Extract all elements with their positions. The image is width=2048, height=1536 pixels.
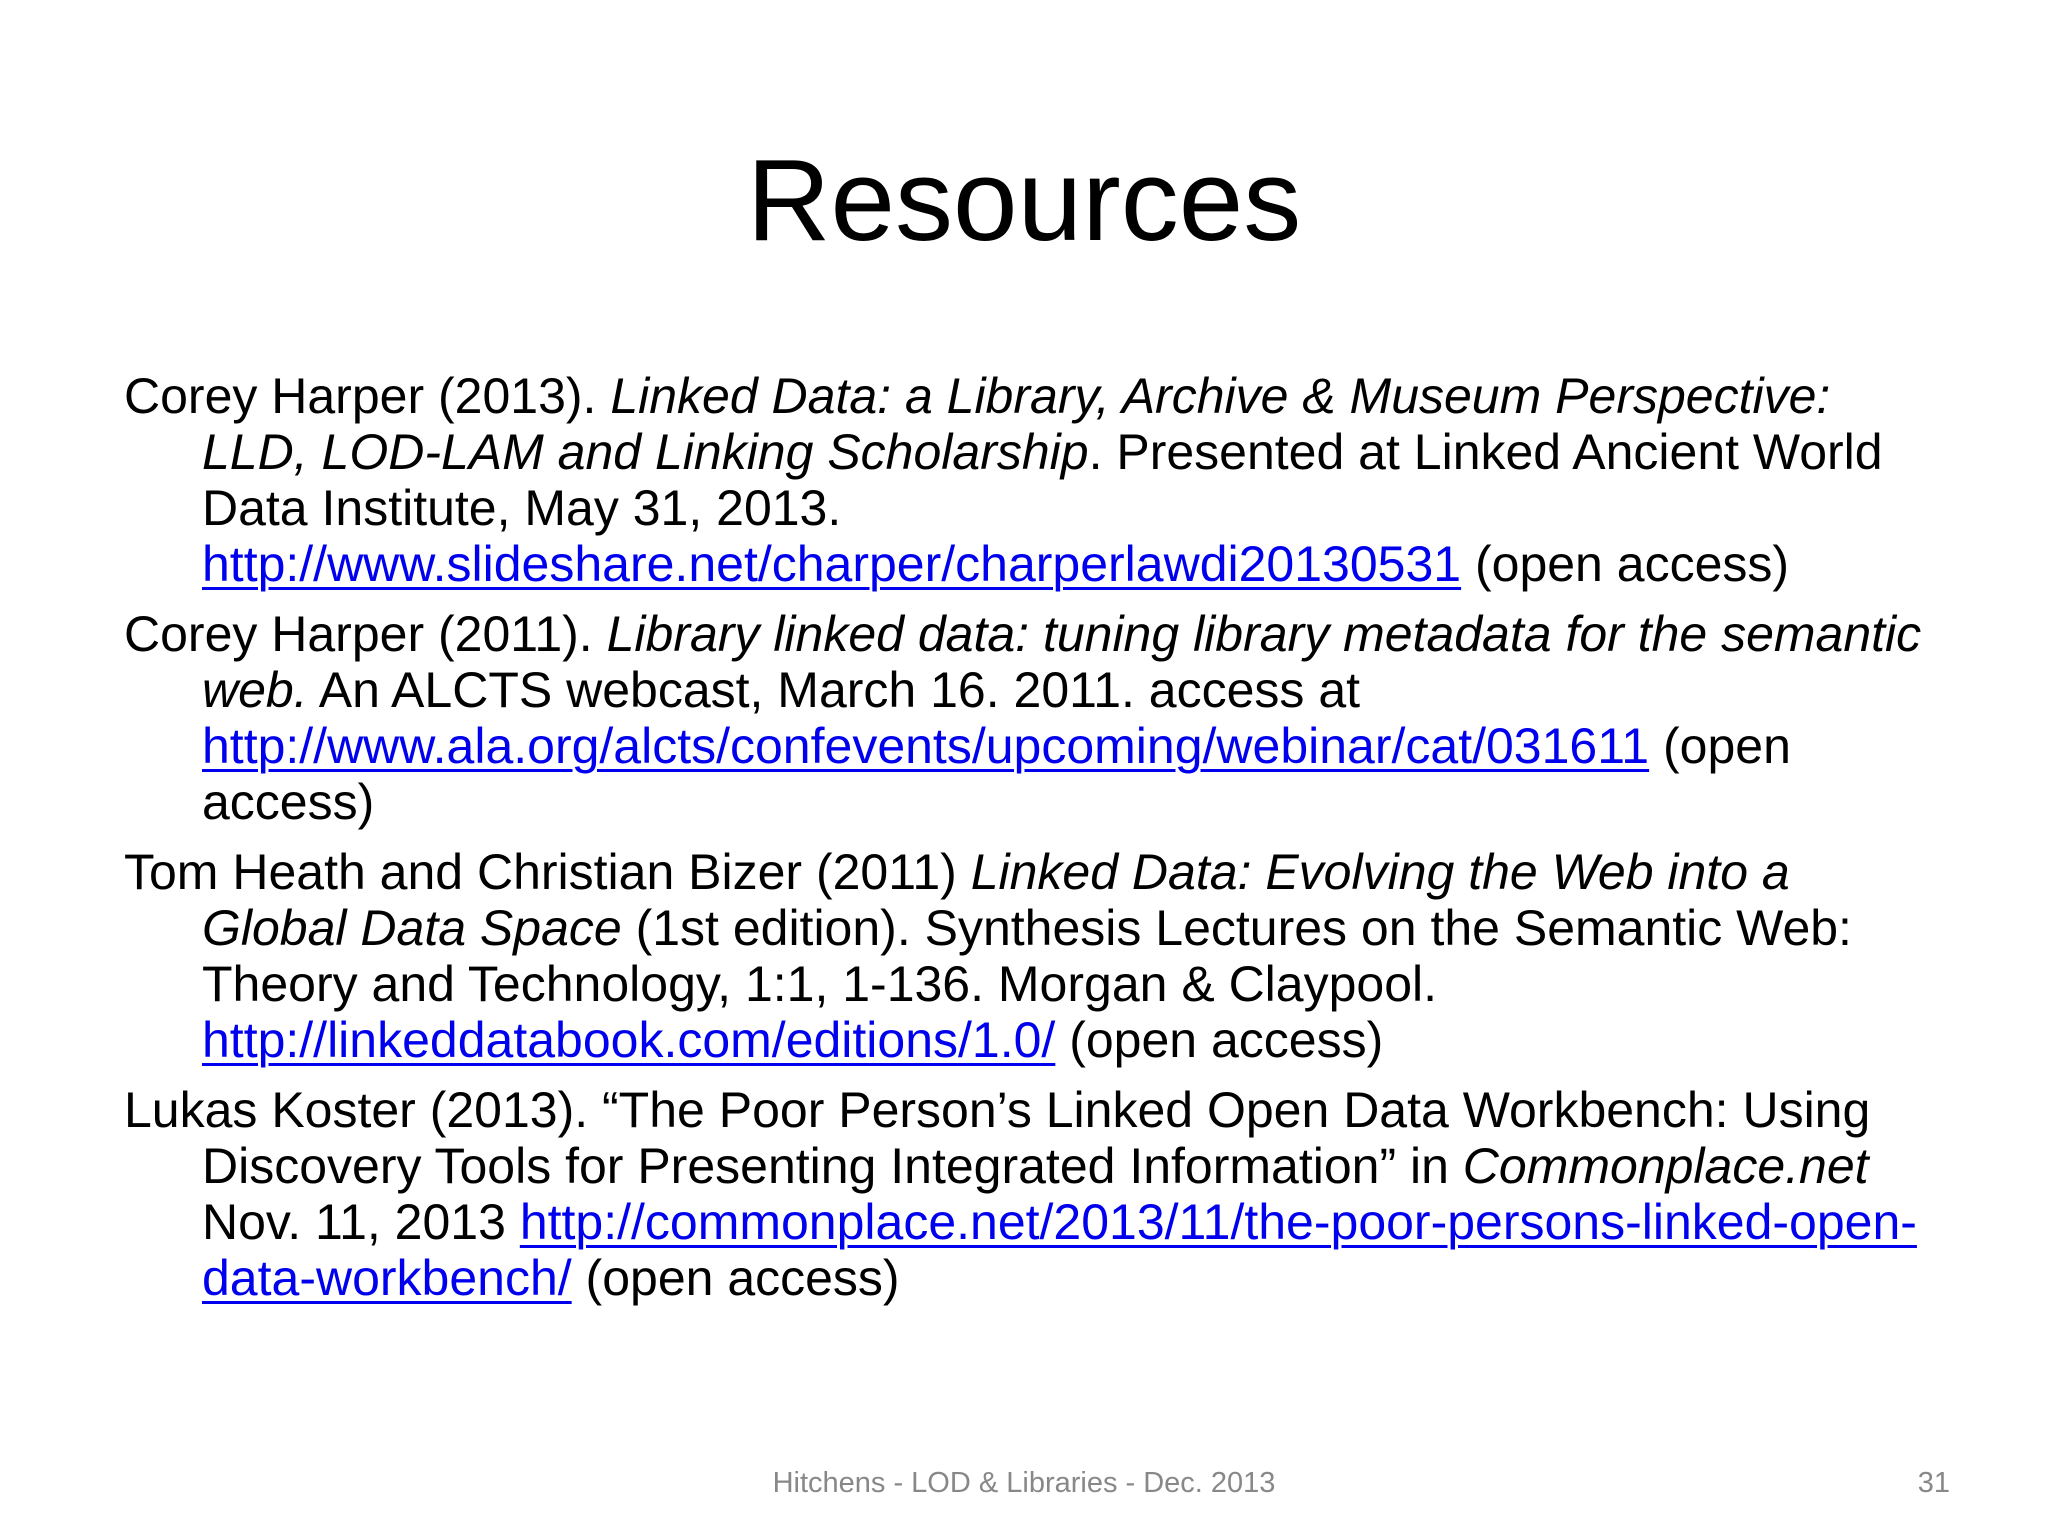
reference-item: [124, 844, 1944, 1068]
slide-title: Resources: [746, 135, 1302, 265]
reference-access-note: (open access): [202, 718, 1791, 830]
reference-item: [124, 606, 1944, 830]
reference-details: An ALCTS webcast, March 16. 2011. access at: [307, 662, 1361, 718]
page-number: 31: [1917, 1467, 1950, 1499]
reference-author: Lukas Koster (2013). “The Poor Person’s Linked Open Data Workbench: Using Discovery Tools for Presenting Integrated Information” in: [124, 1082, 1871, 1194]
reference-item: [124, 1082, 1944, 1306]
reference-author: Tom Heath and Christian Bizer (2011): [124, 844, 971, 900]
slide-footer: Hitchens - LOD & Libraries - Dec. 2013: [772, 1467, 1276, 1499]
reference-access-note: (open access): [1055, 1012, 1384, 1068]
reference-author: Corey Harper (2013).: [124, 368, 611, 424]
reference-title: Library linked data: tuning library metadata for the semantic web.: [202, 606, 1922, 718]
reference-title: Linked Data: Evolving the Web into a Global Data Space: [202, 844, 1790, 956]
reference-list: [124, 368, 1944, 1320]
reference-details: (1st edition). Synthesis Lectures on the Semantic Web: Theory and Technology, 1:1, 1-136. Morgan & Claypool.: [202, 900, 1852, 1012]
reference-access-note: (open access): [1461, 536, 1790, 592]
reference-link[interactable]: http://linkeddatabook.com/editions/1.0/: [202, 1012, 1056, 1068]
reference-link[interactable]: http://www.ala.org/alcts/confevents/upcoming/webinar/cat/031611: [202, 718, 1650, 774]
reference-details: Nov. 11, 2013: [202, 1194, 520, 1250]
reference-item: [124, 368, 1944, 592]
reference-link[interactable]: http://www.slideshare.net/charper/charperlawdi20130531: [202, 536, 1462, 592]
reference-access-note: (open access): [571, 1250, 900, 1306]
reference-title: Linked Data: a Library, Archive & Museum Perspective: LLD, LOD-LAM and Linking Scholarship: [202, 368, 1831, 480]
reference-details: . Presented at Linked Ancient World Data Institute, May 31, 2013.: [202, 424, 1883, 536]
reference-author: Corey Harper (2011).: [124, 606, 607, 662]
reference-link[interactable]: http://commonplace.net/2013/11/the-poor-persons-linked-open-data-workbench/: [202, 1194, 1917, 1306]
reference-title: Commonplace.net: [1462, 1138, 1869, 1194]
